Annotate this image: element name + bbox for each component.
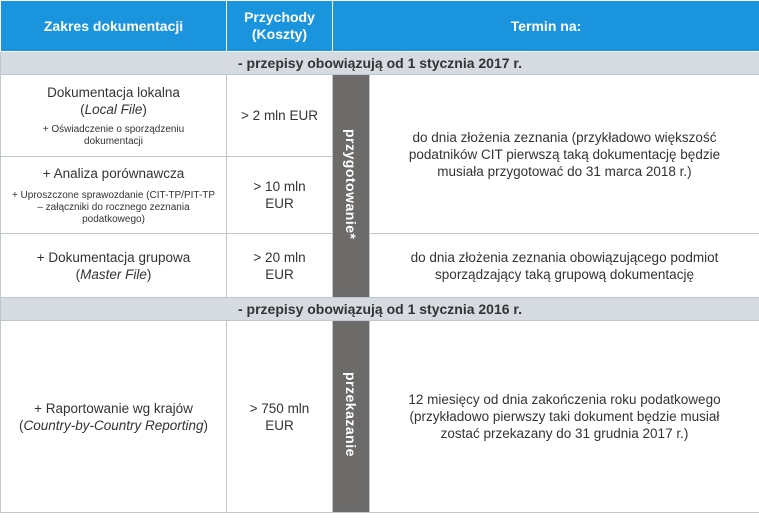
section-2017: - przepisy obowiązują od 1 stycznia 2017 r. bbox=[1, 52, 759, 75]
revenue-local-file: > 2 mln EUR bbox=[227, 75, 333, 157]
header-revenue: Przychody (Koszty) bbox=[227, 1, 333, 52]
row-country-by-country bbox=[1, 321, 759, 513]
scope-comparative-analysis: + Analiza porównawcza + Uproszczone sprawozdanie (CIT-TP/PIT-TP – załączniki do rocznego zeznania podatkowego) bbox=[1, 157, 227, 234]
scope-local-file: Dokumentacja lokalna (Local File) + Oświadczenie o sporządzeniu dokumentacji bbox=[1, 75, 227, 157]
scope-master-file: + Dokumentacja grupowa (Master File) bbox=[1, 234, 227, 298]
term-master-file: do dnia złożenia zeznania obowiązującego podmiot sporządzający taką grupową dokumentację bbox=[370, 234, 759, 298]
row-master-file bbox=[1, 234, 759, 298]
scope-country-by-country: + Raportowanie wg krajów (Country-by-Country Reporting) bbox=[1, 321, 227, 513]
vertical-preparation: przygotowanie* bbox=[333, 75, 370, 298]
section-2016: - przepisy obowiązują od 1 stycznia 2016 r. bbox=[1, 298, 759, 321]
header-row bbox=[1, 1, 759, 52]
header-deadline: Termin na: bbox=[333, 1, 759, 52]
revenue-country-by-country: > 750 mln EUR bbox=[227, 321, 333, 513]
section-2016-row bbox=[1, 298, 759, 321]
vertical-transfer: przekazanie bbox=[333, 321, 370, 513]
term-country-by-country: 12 miesięcy od dnia zakończenia roku podatkowego (przykładowo pierwszy taki dokument będzie musiał zostać przekazany do 31 grudnia 2017 r.) bbox=[370, 321, 759, 513]
header-scope: Zakres dokumentacji bbox=[1, 1, 227, 52]
term-local-file: do dnia złożenia zeznania (przykładowo większość podatników CIT pierwszą taką dokumentację będzie musiała przygotować do 31 marca 2018 r.) bbox=[370, 75, 759, 234]
revenue-master-file: > 20 mln EUR bbox=[227, 234, 333, 298]
row-local-file bbox=[1, 75, 759, 157]
revenue-comparative-analysis: > 10 mln EUR bbox=[227, 157, 333, 234]
section-2017-row bbox=[1, 52, 759, 75]
